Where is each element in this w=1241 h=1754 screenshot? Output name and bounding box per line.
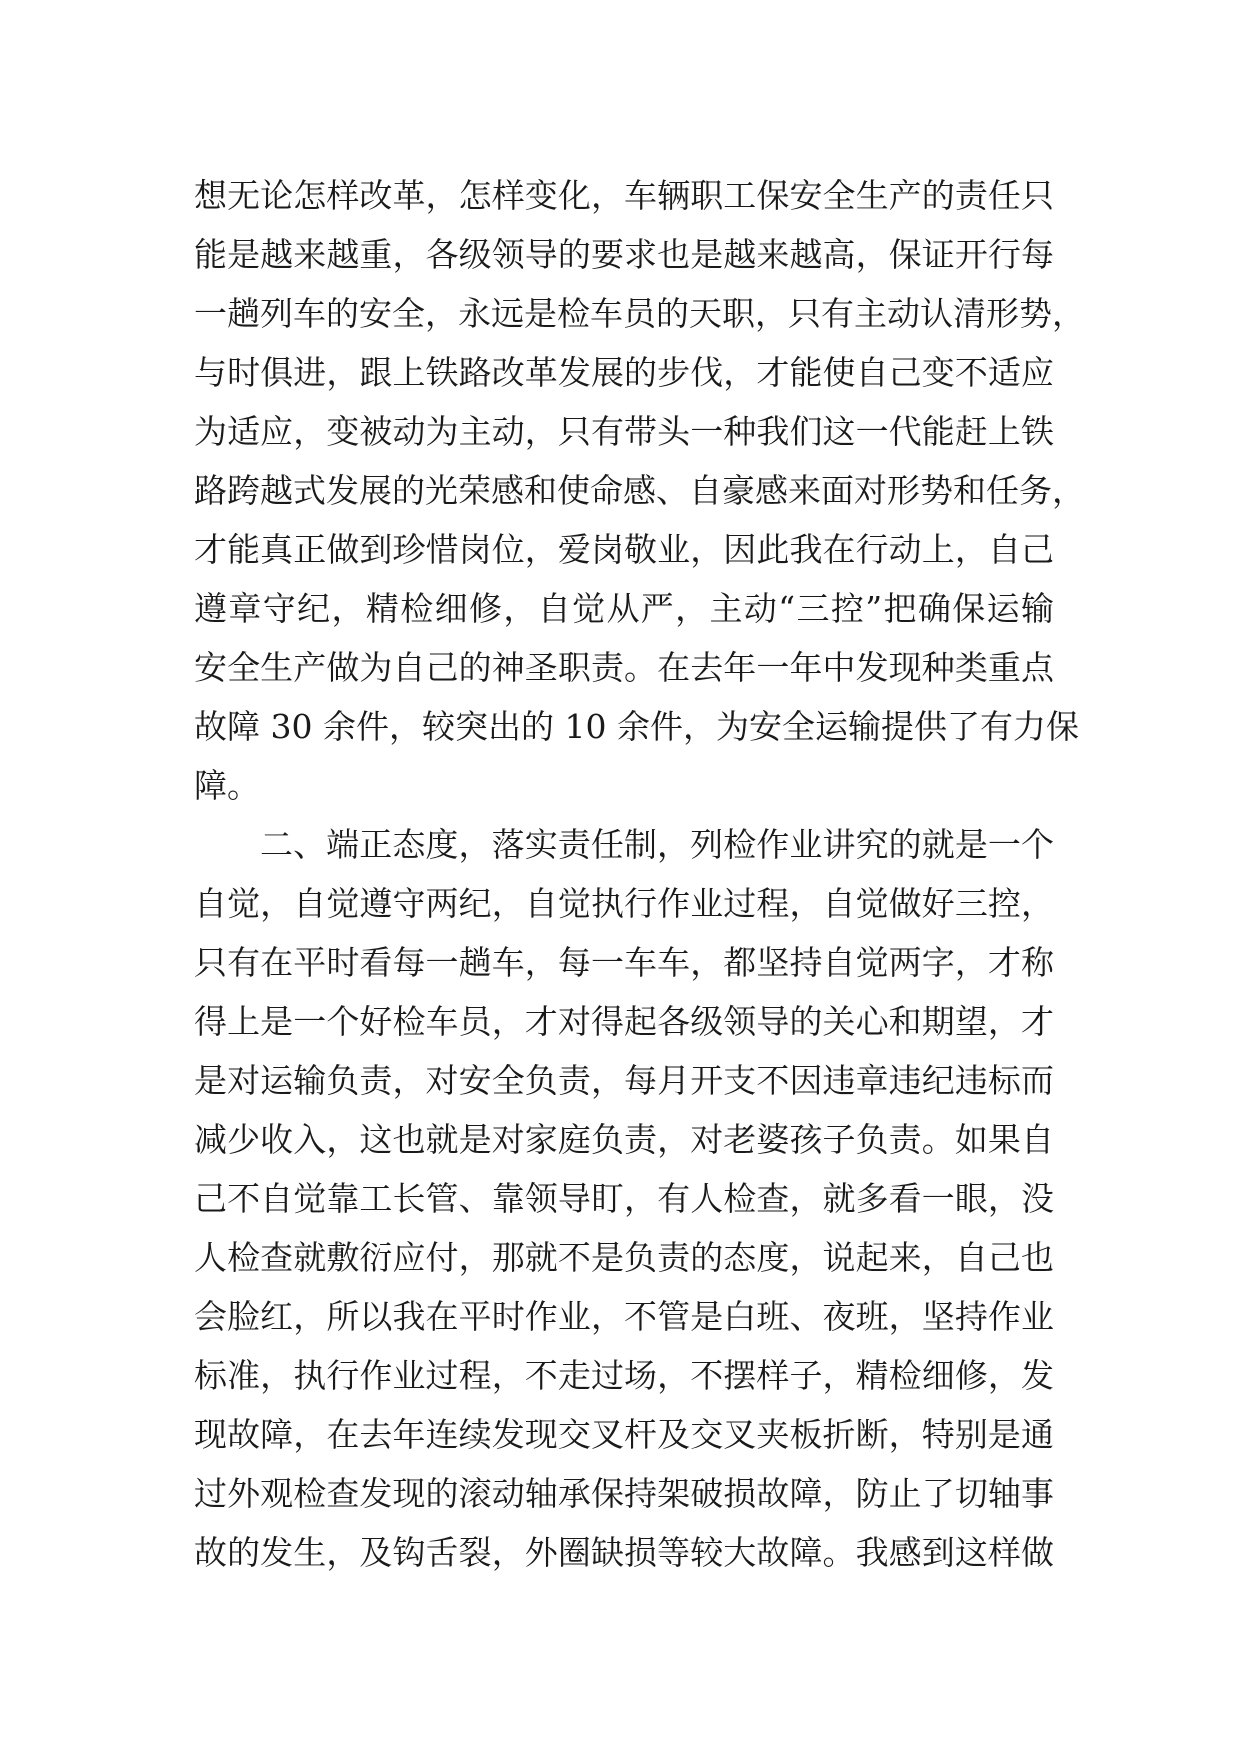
text-line: 一趟列车的安全，永远是检车员的天职，只有主动认清形势，: [194, 294, 1085, 333]
paragraph-2: [194, 815, 1054, 1582]
text-line: 才能真正做到珍惜岗位，爱岗敬业，因此我在行动上，自己: [194, 530, 1054, 569]
text-line: 为适应，变被动为主动，只有带头一种我们这一代能赶上铁: [194, 412, 1054, 451]
text-line: 是对运输负责，对安全负责，每月开支不因违章违纪违标而: [194, 1061, 1054, 1100]
text-line: 障。: [194, 766, 260, 805]
text-line: 能是越来越重，各级领导的要求也是越来越高，保证开行每: [194, 235, 1054, 274]
text-line: 遵章守纪，精检细修，自觉从严，主动“三控”把确保运输: [194, 589, 1054, 628]
text-line: 自觉，自觉遵守两纪，自觉执行作业过程，自觉做好三控，: [194, 884, 1054, 923]
text-line: 路跨越式发展的光荣感和使命感、自豪感来面对形势和任务，: [194, 471, 1085, 510]
body-text: [194, 166, 1085, 1582]
text-line: 只有在平时看每一趟车，每一车车，都坚持自觉两字，才称: [194, 943, 1054, 982]
text-line: 故的发生，及钩舌裂，外圈缺损等较大故障。我感到这样做: [194, 1533, 1054, 1572]
text-line: 过外观检查发现的滚动轴承保持架破损故障，防止了切轴事: [194, 1474, 1054, 1513]
text-line: 现故障，在去年连续发现交叉杆及交叉夹板折断，特别是通: [194, 1415, 1054, 1454]
text-line: 己不自觉靠工长管、靠领导盯，有人检查，就多看一眼，没: [194, 1179, 1054, 1218]
text-line: 二、端正态度，落实责任制，列检作业讲究的就是一个: [260, 825, 1054, 864]
text-line: 标准，执行作业过程，不走过场，不摆样子，精检细修，发: [194, 1356, 1054, 1395]
text-line: 安全生产做为自己的神圣职责。在去年一年中发现种类重点: [194, 648, 1054, 687]
paragraph-1: [194, 166, 1085, 815]
text-line: 与时俱进，跟上铁路改革发展的步伐，才能使自己变不适应: [194, 353, 1054, 392]
text-line: 人检查就敷衍应付，那就不是负责的态度，说起来，自己也: [194, 1238, 1054, 1277]
text-line: 减少收入，这也就是对家庭负责，对老婆孩子负责。如果自: [194, 1120, 1054, 1159]
text-line: 得上是一个好检车员，才对得起各级领导的关心和期望，才: [194, 1002, 1054, 1041]
text-line: 想无论怎样改革，怎样变化，车辆职工保安全生产的责任只: [194, 176, 1054, 215]
text-line: 故障 30 余件，较突出的 10 余件，为安全运输提供了有力保: [194, 707, 1079, 746]
text-line: 会脸红，所以我在平时作业，不管是白班、夜班，坚持作业: [194, 1297, 1054, 1336]
